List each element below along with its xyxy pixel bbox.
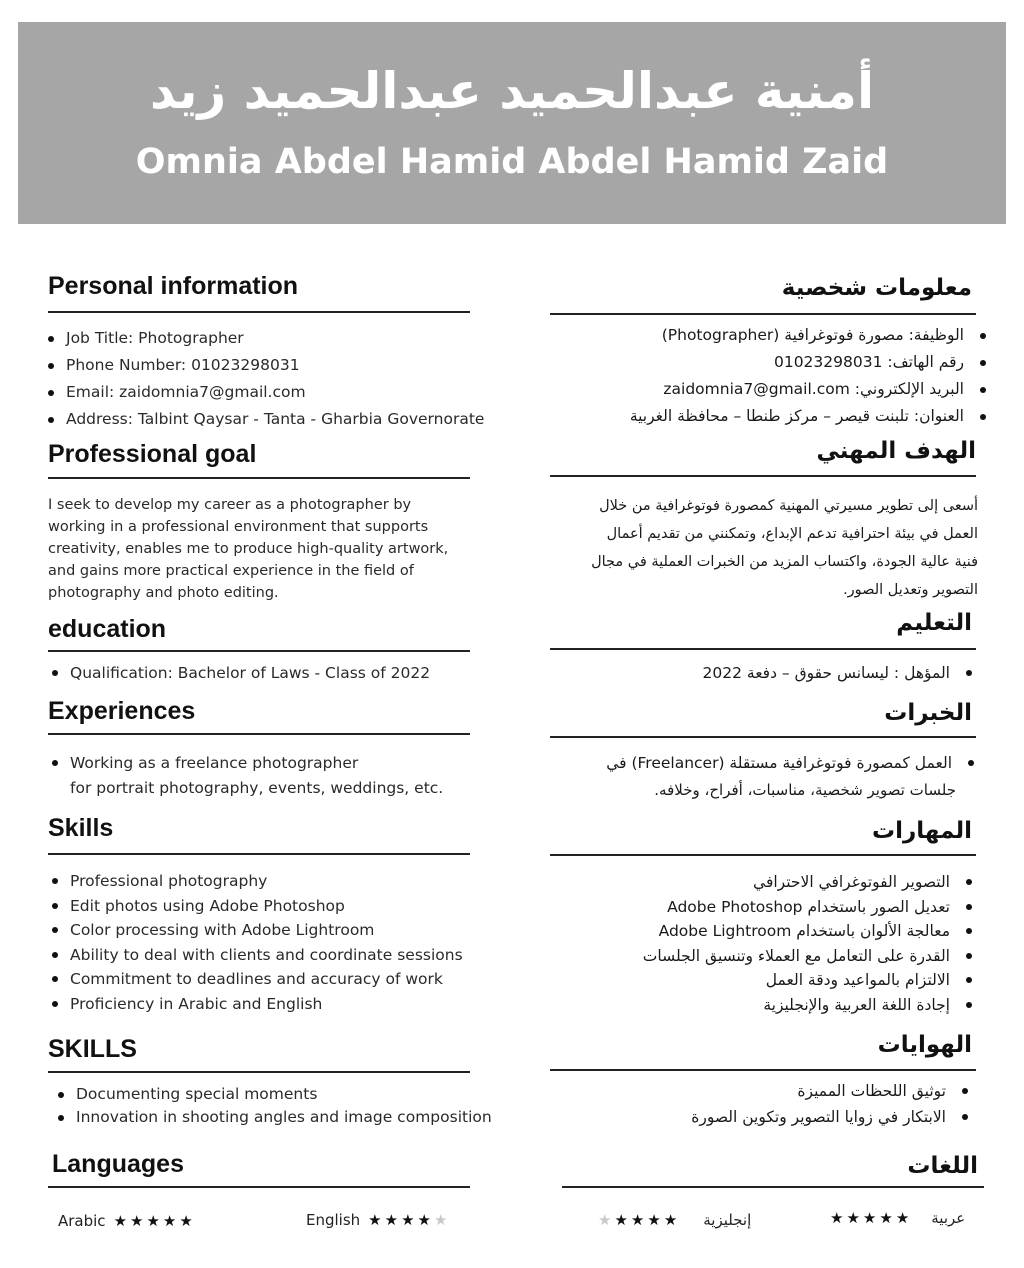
section-title-languages-ar: اللغات [907,1153,978,1179]
list-item: الابتكار في زوايا التصوير وتكوين الصورة [691,1104,968,1130]
section-title-education-en: education [48,615,167,643]
star-filled-icon: ★ [146,1211,160,1230]
section-title-languages-en: Languages [52,1150,184,1178]
rating-stars [368,1210,448,1229]
section-title-skills-en: Skills [48,814,114,842]
goal-text-en: I seek to develop my career as a photographer by working in a professional environment that supports creativity, enables me to produce high-quality artwork, and gains more practical experience in the field of photography and photo editing. [48,497,449,601]
divider [550,736,976,738]
list-item: Phone Number: 01023298031 [48,352,484,379]
rating-stars [830,1208,910,1227]
section-title-personal-ar: معلومات شخصية [781,275,972,301]
list-item: معالجة الألوان باستخدام Adobe Lightroom [643,919,972,944]
list-item: التصوير الفوتوغرافي الاحترافي [643,870,972,895]
language-name: Arabic [58,1212,106,1230]
experience-line-ar: جلسات تصوير شخصية، مناسبات، أفراح، وخلافه. [654,781,956,799]
language-name: English [306,1211,361,1229]
section-title-goal-ar: الهدف المهني [816,438,976,464]
education-list-en [52,661,430,685]
hobbies-list-en [58,1083,492,1129]
divider [48,853,470,855]
divider [550,854,976,856]
section-title-hobbies-ar: الهوايات [877,1032,972,1058]
star-filled-icon: ★ [417,1210,431,1229]
skills-list-en [52,869,463,1016]
list-item: Commitment to deadlines and accuracy of work [52,967,463,992]
star-filled-icon: ★ [862,1208,877,1227]
star-filled-icon: ★ [368,1210,382,1229]
section-title-hobbies-en: SKILLS [48,1035,137,1063]
experiences-list-ar [606,751,974,775]
section-title-experiences-en: Experiences [48,697,196,725]
list-item: Professional photography [52,869,463,894]
star-filled-icon: ★ [384,1210,399,1229]
section-title-skills-ar: المهارات [872,818,972,844]
language-arabic-ar [830,1209,965,1227]
experiences-list-en [52,751,358,775]
list-item: Innovation in shooting angles and image composition [58,1106,492,1129]
name-english: Omnia Abdel Hamid Abdel Hamid Zaid [135,142,889,182]
list-item: القدرة على التعامل مع العملاء وتنسيق الجلسات [643,944,972,969]
divider [48,311,470,313]
language-name: إنجليزية [703,1211,752,1229]
list-item: Email: zaidomnia7@gmail.com [48,379,484,406]
list-item: المؤهل : ليسانس حقوق – دفعة 2022 [703,661,972,685]
name-arabic: أمنية عبدالحميد عبدالحميد زيد [149,62,875,120]
personal-list-ar [630,322,986,430]
divider [550,1069,976,1071]
star-filled-icon: ★ [647,1210,661,1229]
star-empty-icon: ★ [433,1210,448,1229]
list-item: Ability to deal with clients and coordinate sessions [52,943,463,968]
list-item: إجادة اللغة العربية والإنجليزية [643,993,972,1018]
list-item: Edit photos using Adobe Photoshop [52,894,463,919]
divider [550,648,976,650]
divider [550,313,976,315]
star-filled-icon: ★ [113,1211,128,1230]
star-filled-icon: ★ [895,1208,910,1227]
star-filled-icon: ★ [846,1208,860,1227]
experience-line-en: for portrait photography, events, weddings, etc. [70,779,444,797]
list-item: الالتزام بالمواعيد ودقة العمل [643,968,972,993]
rating-stars [598,1210,678,1229]
list-item: رقم الهاتف: 01023298031 [630,349,986,376]
divider [550,475,976,477]
list-item: Working as a freelance photographer [52,751,358,775]
language-name: عربية [931,1209,966,1227]
skills-list-ar [643,870,972,1017]
divider [48,477,470,479]
list-item: البريد الإلكتروني: zaidomnia7@gmail.com [630,376,986,403]
divider [48,1186,470,1188]
rating-stars [113,1211,193,1230]
language-arabic-en [58,1212,193,1230]
hobbies-list-ar [691,1078,968,1130]
divider [48,1071,470,1073]
star-empty-icon: ★ [598,1210,612,1229]
divider [562,1186,984,1188]
star-filled-icon: ★ [830,1208,844,1227]
star-filled-icon: ★ [179,1211,193,1230]
list-item: Address: Talbint Qaysar - Tanta - Gharbia Governorate [48,406,484,433]
language-english-en [306,1211,447,1229]
star-filled-icon: ★ [630,1210,645,1229]
section-title-education-ar: التعليم [896,610,972,636]
section-title-personal-en: Personal information [48,272,299,300]
star-filled-icon: ★ [879,1208,893,1227]
language-english-ar [598,1211,751,1229]
list-item: تعديل الصور باستخدام Adobe Photoshop [643,895,972,920]
list-item: العنوان: تلبنت قيصر – مركز طنطا – محافظة الغربية [630,403,986,430]
divider [48,650,470,652]
list-item: الوظيفة: مصورة فوتوغرافية (Photographer) [630,322,986,349]
personal-list-en [48,325,484,433]
list-item: Job Title: Photographer [48,325,484,352]
header-banner [18,22,1006,224]
list-item: Color processing with Adobe Lightroom [52,918,463,943]
star-filled-icon: ★ [401,1210,415,1229]
list-item: Proficiency in Arabic and English [52,992,463,1017]
list-item: العمل كمصورة فوتوغرافية مستقلة (Freelancer) في [606,751,974,775]
divider [48,733,470,735]
list-item: Documenting special moments [58,1083,492,1106]
star-filled-icon: ★ [162,1211,177,1230]
star-filled-icon: ★ [614,1210,628,1229]
list-item: Qualification: Bachelor of Laws - Class of 2022 [52,661,430,685]
education-list-ar [703,661,972,685]
goal-text-ar: أسعى إلى تطوير مسيرتي المهنية كمصورة فوتوغرافية من خلال العمل في بيئة احترافية تدعم الإبداع، وتمكنني من تقديم أعمال فنية عالية الجودة، واكتساب المزيد من الخبرات العملية في مجال التصوير وتعديل الصور. [591,498,978,598]
star-filled-icon: ★ [130,1211,144,1230]
section-title-experiences-ar: الخبرات [884,700,972,726]
section-title-goal-en: Professional goal [48,440,257,468]
star-filled-icon: ★ [663,1210,678,1229]
list-item: توثيق اللحظات المميزة [691,1078,968,1104]
